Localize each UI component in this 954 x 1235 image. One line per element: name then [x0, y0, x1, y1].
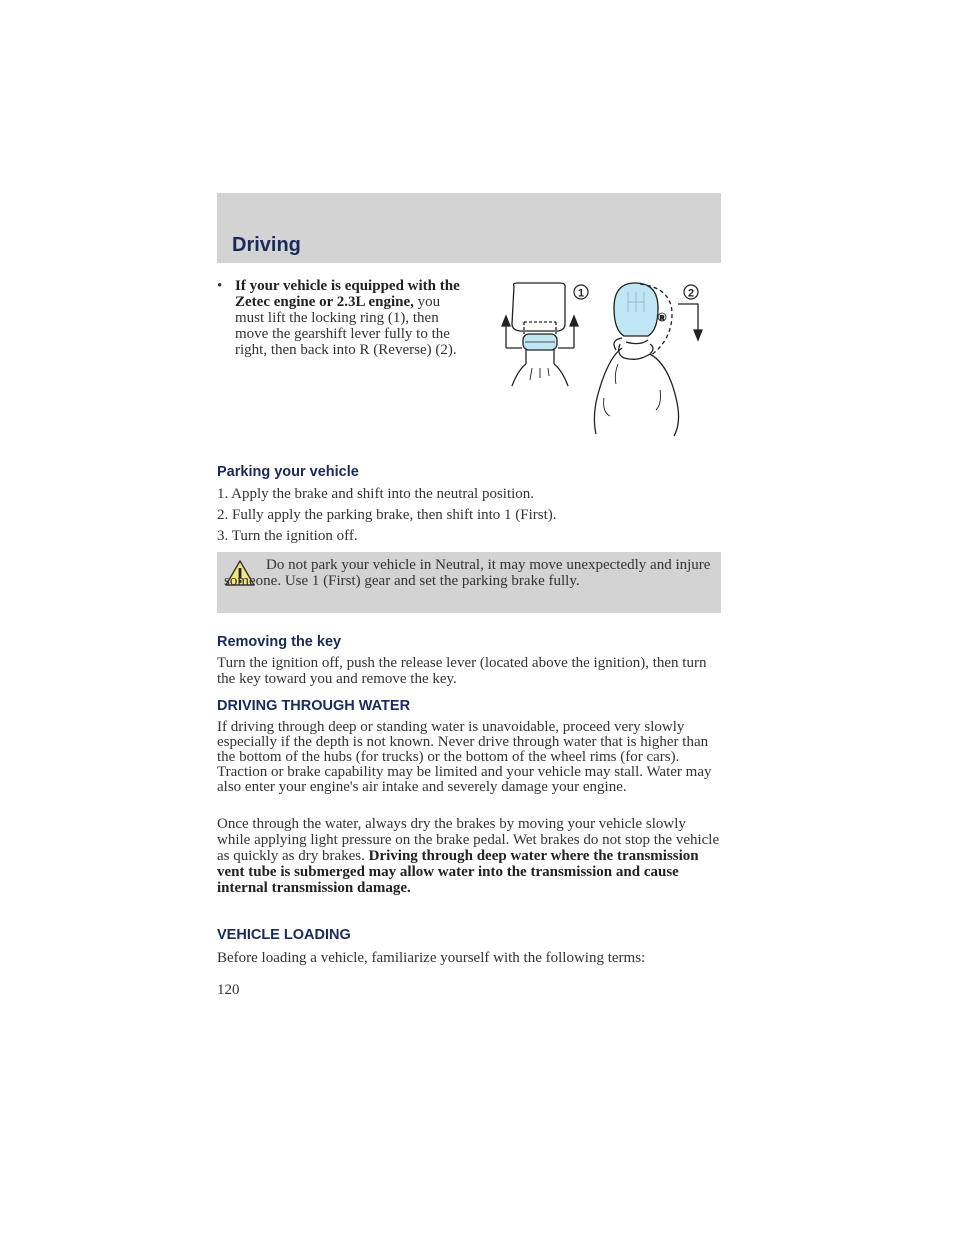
bullet-bold-text: If your vehicle is equipped with the Zetec engine or 2.3L engine,	[235, 278, 460, 310]
removing-key-heading: Removing the key	[217, 634, 342, 650]
shift-knob-right	[594, 283, 702, 436]
bullet-text	[235, 278, 467, 358]
callout-2	[684, 285, 698, 300]
warning-box	[217, 552, 721, 613]
removing-key-text: Turn the ignition off, push the release lever (located above the ignition), then turn the key toward you and remove the key.	[217, 655, 707, 687]
parking-step-1: 1. Apply the brake and shift into the neutral position.	[217, 486, 535, 502]
callout-2-label: 2	[687, 287, 695, 300]
gearshift-illustration	[490, 278, 710, 443]
bullet-dot: •	[217, 278, 223, 294]
parking-step-2: 2. Fully apply the parking brake, then shift into 1 (First).	[217, 507, 557, 523]
shift-knob-left	[502, 283, 578, 386]
water-p2-text: Once through the water, always dry the brakes by moving your vehicle slowly while applying light pressure on the brake pedal. Wet brakes do not stop the vehicle as quickly as dry brakes.	[217, 816, 720, 864]
callout-1	[574, 285, 588, 300]
parking-heading: Parking your vehicle	[217, 464, 359, 480]
section-header	[217, 193, 721, 263]
loading-heading: VEHICLE LOADING	[217, 927, 351, 943]
callout-1-label: 1	[577, 287, 585, 300]
water-paragraph-2	[217, 816, 721, 896]
bullet-plain-text: you must lift the locking ring (1), then move the gearshift lever fully to the right, then back into R (Reverse) (2).	[235, 294, 457, 358]
registered-mark: R	[659, 316, 665, 322]
warning-text: Do not park your vehicle in Neutral, it may move unexpectedly and injure someone. Use 1 (First) gear and set the parking brake fully.	[224, 557, 711, 589]
section-title: Driving	[232, 234, 301, 256]
page-number: 120	[217, 982, 240, 998]
water-heading: DRIVING THROUGH WATER	[217, 698, 411, 714]
water-p2-bold: Driving through deep water where the transmission vent tube is submerged may allow water into the transmission and cause internal transmission damage.	[217, 848, 699, 896]
parking-step-3: 3. Turn the ignition off.	[217, 528, 358, 544]
loading-text: Before loading a vehicle, familiarize yourself with the following terms:	[217, 950, 646, 966]
water-paragraph-1: If driving through deep or standing water is unavoidable, proceed very slowly especially if the depth is not known. Never drive through water that is higher than the bottom of the hubs (for trucks) or the bottom of the wheel rims (for cars). Traction or brake capability may be limited and your vehicle may stall. Water may also enter your engine's air intake and severely damage your engine.	[217, 719, 712, 795]
